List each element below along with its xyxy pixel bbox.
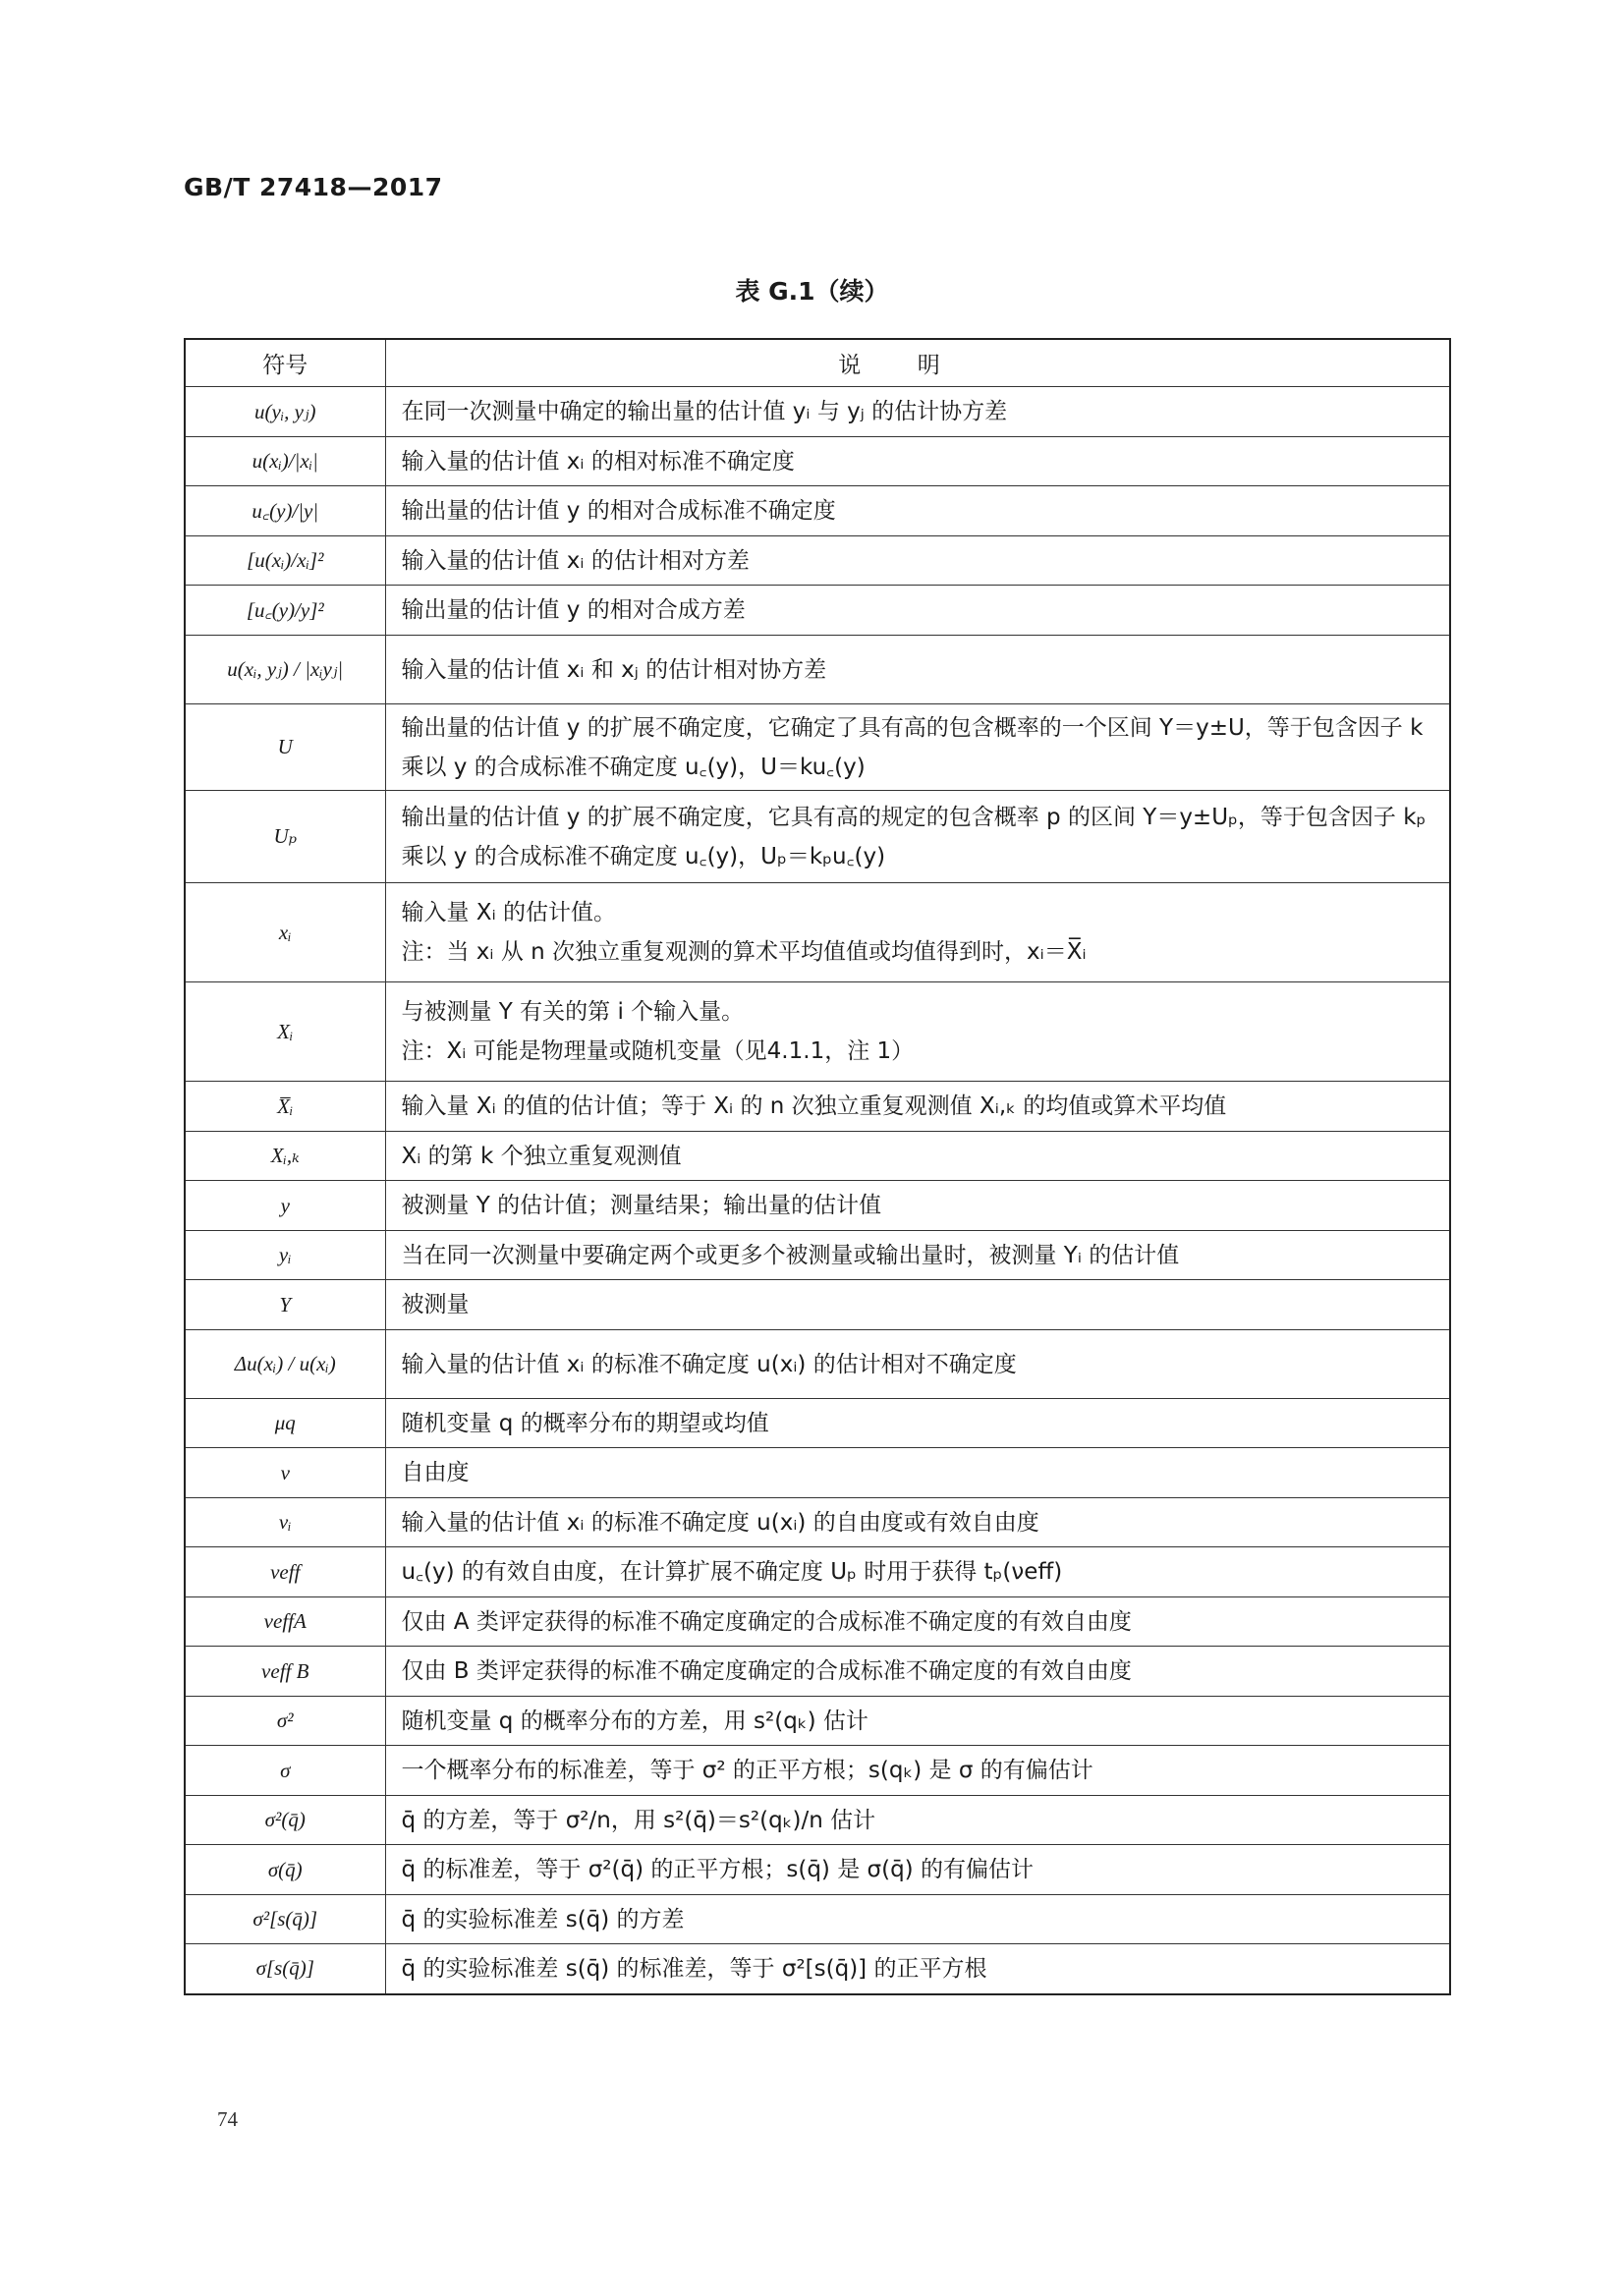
table-row (185, 883, 1450, 982)
symbol-cell: Δu(xᵢ) / u(xᵢ) (185, 1330, 385, 1399)
symbol-cell: ν (185, 1448, 385, 1498)
table-row (185, 791, 1450, 883)
description-cell (385, 1498, 1450, 1547)
description-cell (385, 1796, 1450, 1845)
symbol-cell: X̅ᵢ (185, 1082, 385, 1132)
symbol-cell: yᵢ (185, 1231, 385, 1280)
table-title: 表 G.1（续） (735, 277, 889, 306)
symbol-cell: [u꜀(y)/y]² (185, 586, 385, 636)
table-row (185, 1082, 1450, 1132)
table-row (185, 1895, 1450, 1944)
symbol-cell: Uₚ (185, 791, 385, 883)
description-text: 输出量的估计值 y 的相对合成方差 (401, 597, 746, 623)
symbol-cell: u꜀(y)/|y| (185, 486, 385, 536)
symbol-cell: σ²(q̄) (185, 1796, 385, 1845)
table-row (185, 982, 1450, 1082)
page-number: 74 (217, 2107, 238, 2131)
symbol-cell: y (185, 1181, 385, 1231)
description-text: 输入量 Xᵢ 的估计值。 (401, 900, 616, 925)
description-cell (385, 1944, 1450, 1994)
description-text: q̄ 的实验标准差 s(q̄) 的标准差，等于 σ²[s(q̄)] 的正平方根 (401, 1955, 987, 1982)
description-cell (385, 586, 1450, 636)
table-row (185, 1498, 1450, 1547)
description-cell (385, 536, 1450, 586)
symbol-cell: νeffA (185, 1597, 385, 1647)
table-row (185, 1132, 1450, 1181)
symbol-cell: σ (185, 1746, 385, 1796)
description-text: 输入量的估计值 xᵢ 的标准不确定度 u(xᵢ) 的估计相对不确定度 (401, 1351, 1017, 1377)
description-cell (385, 1597, 1450, 1647)
description-cell (385, 791, 1450, 883)
description-cell (385, 704, 1450, 791)
column-header-description: 说明 (385, 339, 1450, 387)
table-row (185, 1597, 1450, 1647)
symbol-cell: νeff (185, 1547, 385, 1597)
description-text: u꜀(y) 的有效自由度，在计算扩展不确定度 Uₚ 时用于获得 tₚ(νeff) (401, 1559, 1063, 1585)
symbol-cell: U (185, 704, 385, 791)
description-note: 注：Xᵢ 可能是物理量或随机变量（见4.1.1，注 1） (401, 1038, 915, 1064)
description-text: 输入量的估计值 xᵢ 的估计相对方差 (401, 547, 750, 574)
description-cell (385, 1280, 1450, 1330)
table-row (185, 1547, 1450, 1597)
symbol-cell: σ²[s(q̄)] (185, 1895, 385, 1944)
description-text: 仅由 B 类评定获得的标准不确定度确定的合成标准不确定度的有效自由度 (401, 1658, 1132, 1684)
description-text: q̄ 的方差，等于 σ²/n，用 s²(q̄)＝s²(qₖ)/n 估计 (401, 1807, 876, 1833)
symbol-cell: μq (185, 1399, 385, 1448)
description-text: 在同一次测量中确定的输出量的估计值 yᵢ 与 yⱼ 的估计协方差 (401, 399, 1008, 424)
description-cell (385, 636, 1450, 704)
description-cell (385, 387, 1450, 437)
symbol-cell: νeff B (185, 1647, 385, 1697)
description-cell (385, 437, 1450, 486)
description-text: 输入量的估计值 xᵢ 的相对标准不确定度 (401, 448, 795, 475)
description-text: 输出量的估计值 y 的扩展不确定度，它具有高的规定的包含概率 p 的区间 Y＝y±Uₚ，等于包含因子 kₚ 乘以 y 的合成标准不确定度 u꜀(y)，Uₚ＝kₚu꜀(y) (401, 804, 1427, 869)
table-row (185, 586, 1450, 636)
table-row (185, 1280, 1450, 1330)
description-text: 随机变量 q 的概率分布的方差，用 s²(qₖ) 估计 (401, 1708, 868, 1734)
description-cell (385, 486, 1450, 536)
description-text: 随机变量 q 的概率分布的期望或均值 (401, 1410, 769, 1436)
description-cell (385, 1330, 1450, 1399)
description-cell (385, 1082, 1450, 1132)
description-text: q̄ 的实验标准差 s(q̄) 的方差 (401, 1906, 685, 1932)
symbol-cell: u(xᵢ, yⱼ) / |xᵢyⱼ| (185, 636, 385, 704)
description-text: 与被测量 Y 有关的第 i 个输入量。 (401, 999, 745, 1025)
description-text: q̄ 的标准差，等于 σ²(q̄) 的正平方根；s(q̄) 是 σ(q̄) 的有偏估计 (401, 1857, 1034, 1882)
table-row (185, 1181, 1450, 1231)
symbol-cell: νᵢ (185, 1498, 385, 1547)
description-cell (385, 1181, 1450, 1231)
symbol-cell: xᵢ (185, 883, 385, 982)
description-cell (385, 1399, 1450, 1448)
symbol-cell: Y (185, 1280, 385, 1330)
symbol-cell: Xᵢ,ₖ (185, 1132, 385, 1181)
description-cell (385, 883, 1450, 982)
description-cell (385, 1132, 1450, 1181)
description-cell (385, 982, 1450, 1082)
description-note: 注：当 xᵢ 从 n 次独立重复观测的算术平均值值或均值得到时，xᵢ＝X̅ᵢ (401, 939, 1087, 965)
table-row (185, 1944, 1450, 1994)
description-text: 输入量的估计值 xᵢ 和 xⱼ 的估计相对协方差 (401, 656, 827, 683)
table-row (185, 1399, 1450, 1448)
table-row (185, 1845, 1450, 1895)
table-header-row (185, 339, 1450, 387)
description-text: 输入量的估计值 xᵢ 的标准不确定度 u(xᵢ) 的自由度或有效自由度 (401, 1509, 1039, 1536)
table-row (185, 636, 1450, 704)
table-row (185, 1796, 1450, 1845)
column-header-symbol: 符号 (185, 339, 385, 387)
symbol-cell: σ[s(q̄)] (185, 1944, 385, 1994)
table-row (185, 1647, 1450, 1697)
symbol-cell: Xᵢ (185, 982, 385, 1082)
table-row (185, 536, 1450, 586)
table-row (185, 1746, 1450, 1796)
description-cell (385, 1231, 1450, 1280)
table-row (185, 1697, 1450, 1746)
description-text: 当在同一次测量中要确定两个或更多个被测量或输出量时，被测量 Yᵢ 的估计值 (401, 1242, 1180, 1268)
description-text: 输出量的估计值 y 的扩展不确定度，它确定了具有高的包含概率的一个区间 Y＝y±U，等于包含因子 k 乘以 y 的合成标准不确定度 u꜀(y)，U＝ku꜀(y) (401, 714, 1424, 780)
symbol-cell: u(yᵢ, yⱼ) (185, 387, 385, 437)
table-body (185, 387, 1450, 1994)
table-row (185, 486, 1450, 536)
document-id: GB/T 27418—2017 (184, 173, 443, 201)
description-text: 输入量 Xᵢ 的值的估计值；等于 Xᵢ 的 n 次独立重复观测值 Xᵢ,ₖ 的均值或算术平均值 (401, 1093, 1227, 1119)
description-text: 输出量的估计值 y 的相对合成标准不确定度 (401, 498, 836, 524)
table-row (185, 387, 1450, 437)
table-row (185, 1330, 1450, 1399)
description-cell (385, 1746, 1450, 1796)
description-cell (385, 1845, 1450, 1895)
symbol-cell: [u(xᵢ)/xᵢ]² (185, 536, 385, 586)
symbol-table (184, 338, 1451, 1995)
description-cell (385, 1895, 1450, 1944)
description-cell (385, 1547, 1450, 1597)
description-text: 仅由 A 类评定获得的标准不确定度确定的合成标准不确定度的有效自由度 (401, 1608, 1132, 1635)
description-text: 一个概率分布的标准差，等于 σ² 的正平方根；s(qₖ) 是 σ 的有偏估计 (401, 1758, 1093, 1783)
table-row (185, 1231, 1450, 1280)
table-row (185, 1448, 1450, 1498)
description-text: 被测量 Y 的估计值；测量结果；输出量的估计值 (401, 1193, 882, 1218)
symbol-cell: σ(q̄) (185, 1845, 385, 1895)
symbol-cell: σ² (185, 1697, 385, 1746)
description-text: Xᵢ 的第 k 个独立重复观测值 (401, 1143, 682, 1169)
description-text: 自由度 (401, 1460, 470, 1485)
description-cell (385, 1697, 1450, 1746)
description-text: 被测量 (401, 1292, 470, 1317)
table-row (185, 437, 1450, 486)
description-cell (385, 1448, 1450, 1498)
symbol-cell: u(xᵢ)/|xᵢ| (185, 437, 385, 486)
table-row (185, 704, 1450, 791)
description-cell (385, 1647, 1450, 1697)
